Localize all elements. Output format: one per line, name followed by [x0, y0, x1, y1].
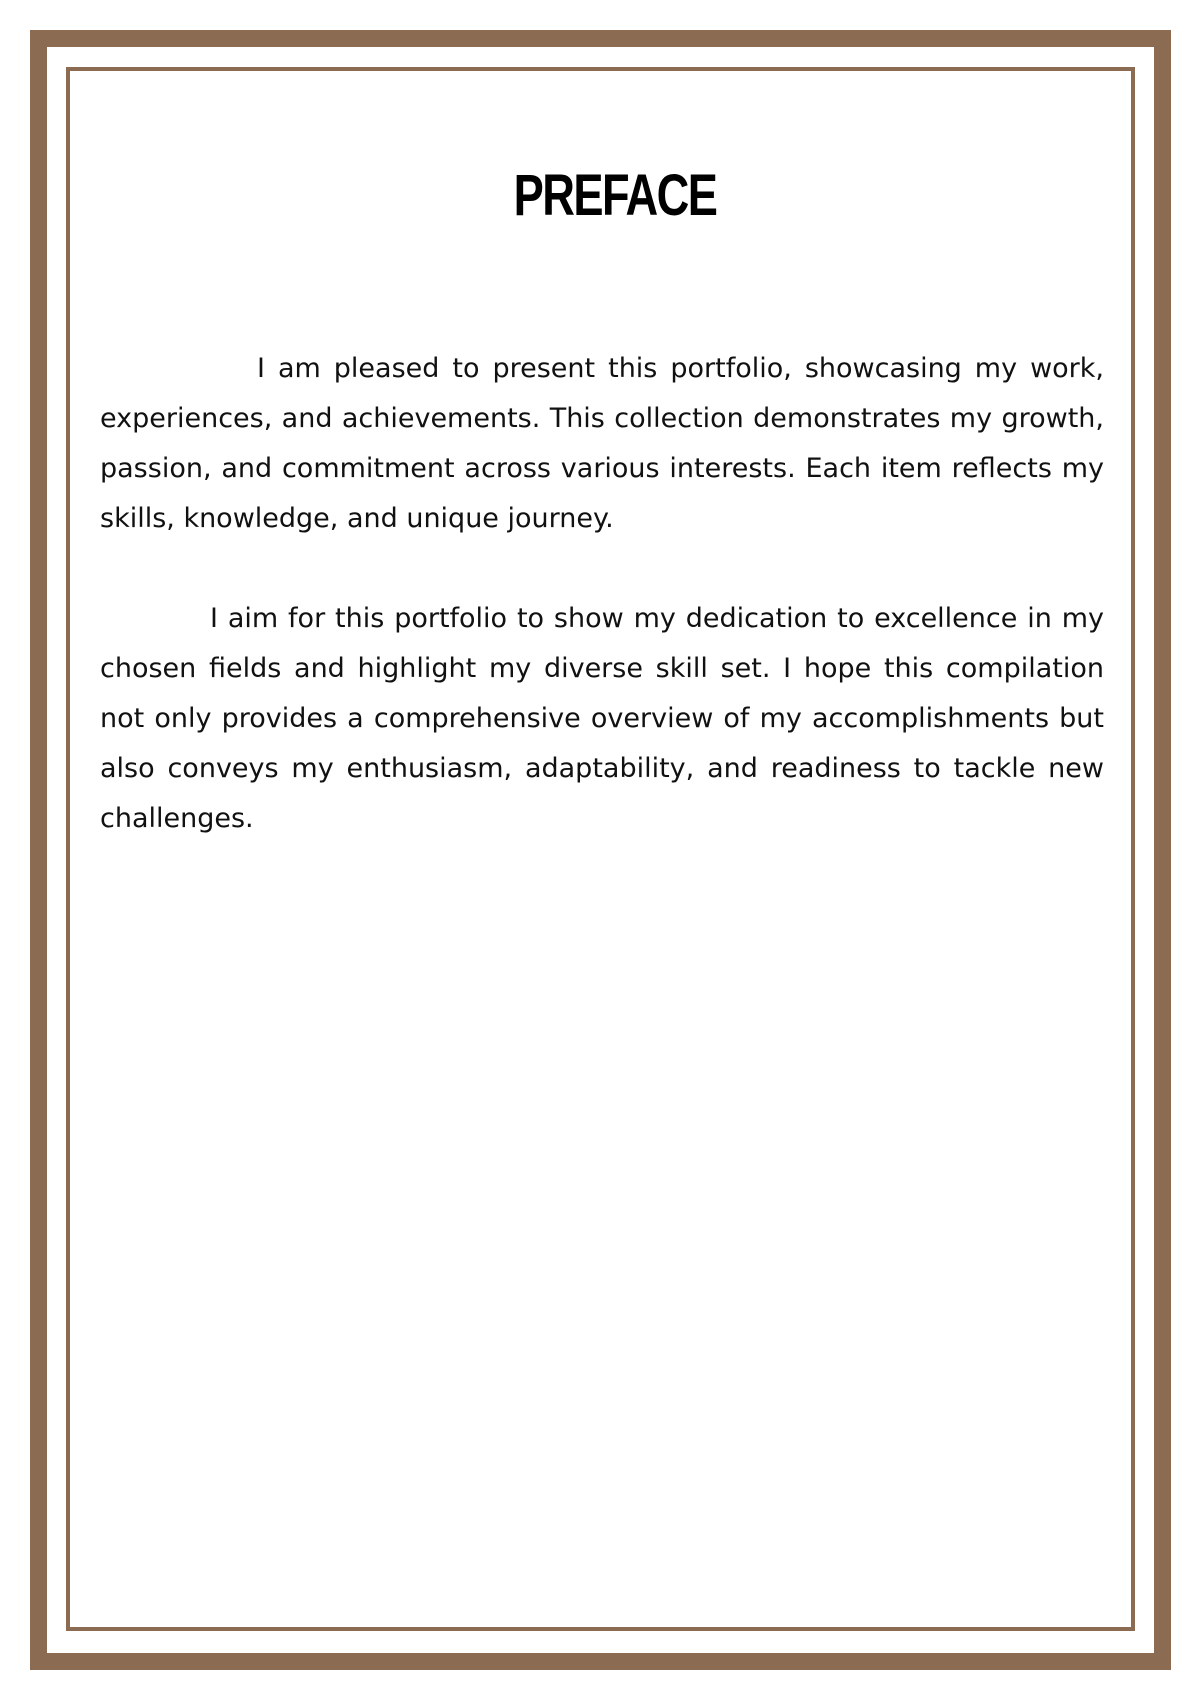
inner-border-frame — [66, 67, 1135, 1631]
preface-body — [100, 344, 1104, 844]
page-title: PREFACE — [513, 163, 717, 228]
paragraph-1: I am pleased to present this portfolio, showcasing my work, experiences, and achievements. This collection demonstrates my growth, passion, and commitment across various interests. Each item reflects my skills, knowledge, and unique journey. — [100, 353, 1104, 534]
paragraph-2: I aim for this portfolio to show my dedication to excellence in my chosen fields and highlight my diverse skill set. I hope this compilation not only provides a comprehensive overview of my accomplishments but also conveys my enthusiasm, adaptability, and readiness to tackle new challenges. — [100, 603, 1104, 834]
